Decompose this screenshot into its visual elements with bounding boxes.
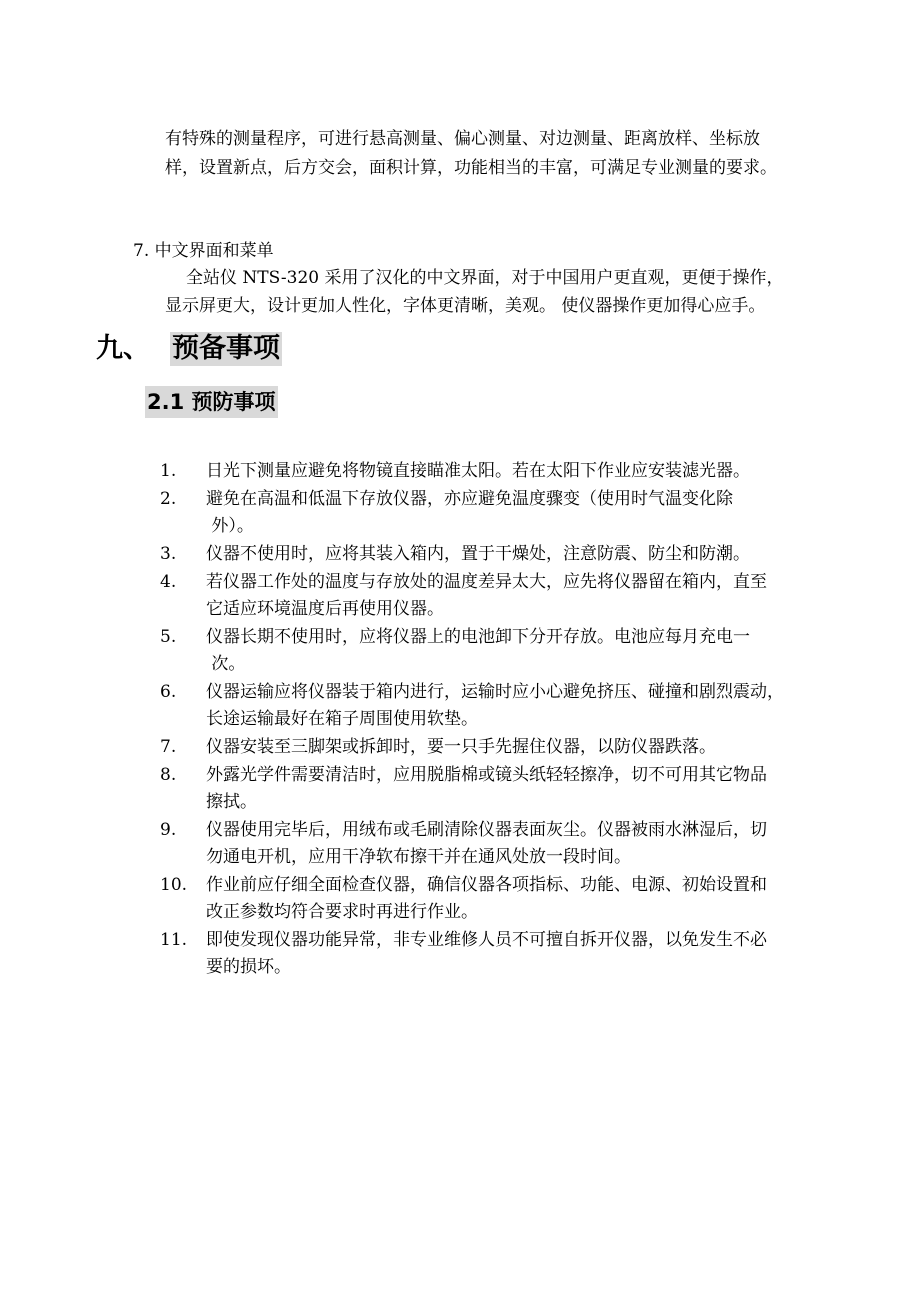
list-item-number: 9. [160, 820, 177, 840]
list-item-text-cont: 长途运输最好在箱子周围使用软垫。 [206, 709, 478, 729]
list-item-text: 作业前应仔细全面检查仪器，确信仪器各项指标、功能、电源、初始设置和 [206, 875, 767, 895]
list-item-text: 仪器长期不使用时，应将仪器上的电池卸下分开存放。电池应每月充电一 [206, 627, 750, 647]
list-item-text: 仪器使用完毕后，用绒布或毛刷清除仪器表面灰尘。仪器被雨水淋湿后，切 [206, 820, 767, 840]
list-item-number: 11. [160, 930, 188, 950]
section-7-heading [133, 240, 274, 262]
section-7-line-2: 显示屏更大，设计更加人性化，字体更清晰，美观。 使仪器操作更加得心应手。 [165, 296, 766, 316]
list-item-text: 外露光学件需要清洁时，应用脱脂棉或镜头纸轻轻擦净，切不可用其它物品 [206, 765, 767, 785]
list-item-text-cont: 外）。 [206, 516, 254, 536]
list-item-text-cont: 改正参数均符合要求时再进行作业。 [206, 902, 478, 922]
list-item-text-cont: 它适应环境温度后再使用仪器。 [206, 599, 444, 619]
list-item-text: 日光下测量应避免将物镜直接瞄准太阳。若在太阳下作业应安装滤光器。 [206, 461, 750, 481]
list-item-text: 仪器安装至三脚架或拆卸时，要一只手先握住仪器，以防仪器跌落。 [206, 737, 716, 757]
list-item-text-cont: 勿通电开机，应用干净软布擦干并在通风处放一段时间。 [206, 847, 631, 867]
list-item-text: 即使发现仪器功能异常，非专业维修人员不可擅自拆开仪器，以免发生不必 [206, 930, 767, 950]
section-7-line-1: 全站仪 NTS-320 采用了汉化的中文界面，对于中国用户更直观，更便于操作， [186, 268, 784, 288]
intro-line-2: 样，设置新点，后方交会，面积计算，功能相当的丰富，可满足专业测量的要求。 [165, 158, 777, 178]
list-item-number: 4. [160, 572, 177, 592]
list-item-number: 8. [160, 765, 177, 785]
list-item-number: 6. [160, 682, 177, 702]
list-item-text: 仪器不使用时，应将其装入箱内，置于干燥处，注意防震、防尘和防潮。 [206, 544, 750, 564]
list-item-number: 2. [160, 489, 177, 509]
chapter-number: 九、 [96, 333, 150, 364]
list-item-text: 避免在高温和低温下存放仪器，亦应避免温度骤变（使用时气温变化除 [206, 489, 733, 509]
section-7-title: 中文界面和菜单 [154, 241, 274, 261]
chapter-title: 预备事项 [172, 333, 280, 364]
list-item-text: 若仪器工作处的温度与存放处的温度差异太大，应先将仪器留在箱内，直至 [206, 572, 767, 592]
list-item-text-cont: 要的损坏。 [206, 957, 291, 977]
subsection-heading: 2.1 预防事项 [145, 386, 278, 418]
list-item-number: 10. [160, 875, 188, 895]
list-item-number: 7. [160, 737, 177, 757]
list-item-text: 仪器运输应将仪器装于箱内进行，运输时应小心避免挤压、碰撞和剧烈震动， [206, 682, 784, 702]
list-item-text-cont: 次。 [206, 654, 246, 674]
list-item-text-cont: 擦拭。 [206, 792, 257, 812]
section-7-number: 7. [133, 241, 150, 261]
list-item-number: 5. [160, 627, 177, 647]
intro-line-1: 有特殊的测量程序，可进行悬高测量、偏心测量、对边测量、距离放样、坐标放 [165, 129, 760, 149]
list-item-number: 3. [160, 544, 177, 564]
list-item-number: 1. [160, 461, 177, 481]
